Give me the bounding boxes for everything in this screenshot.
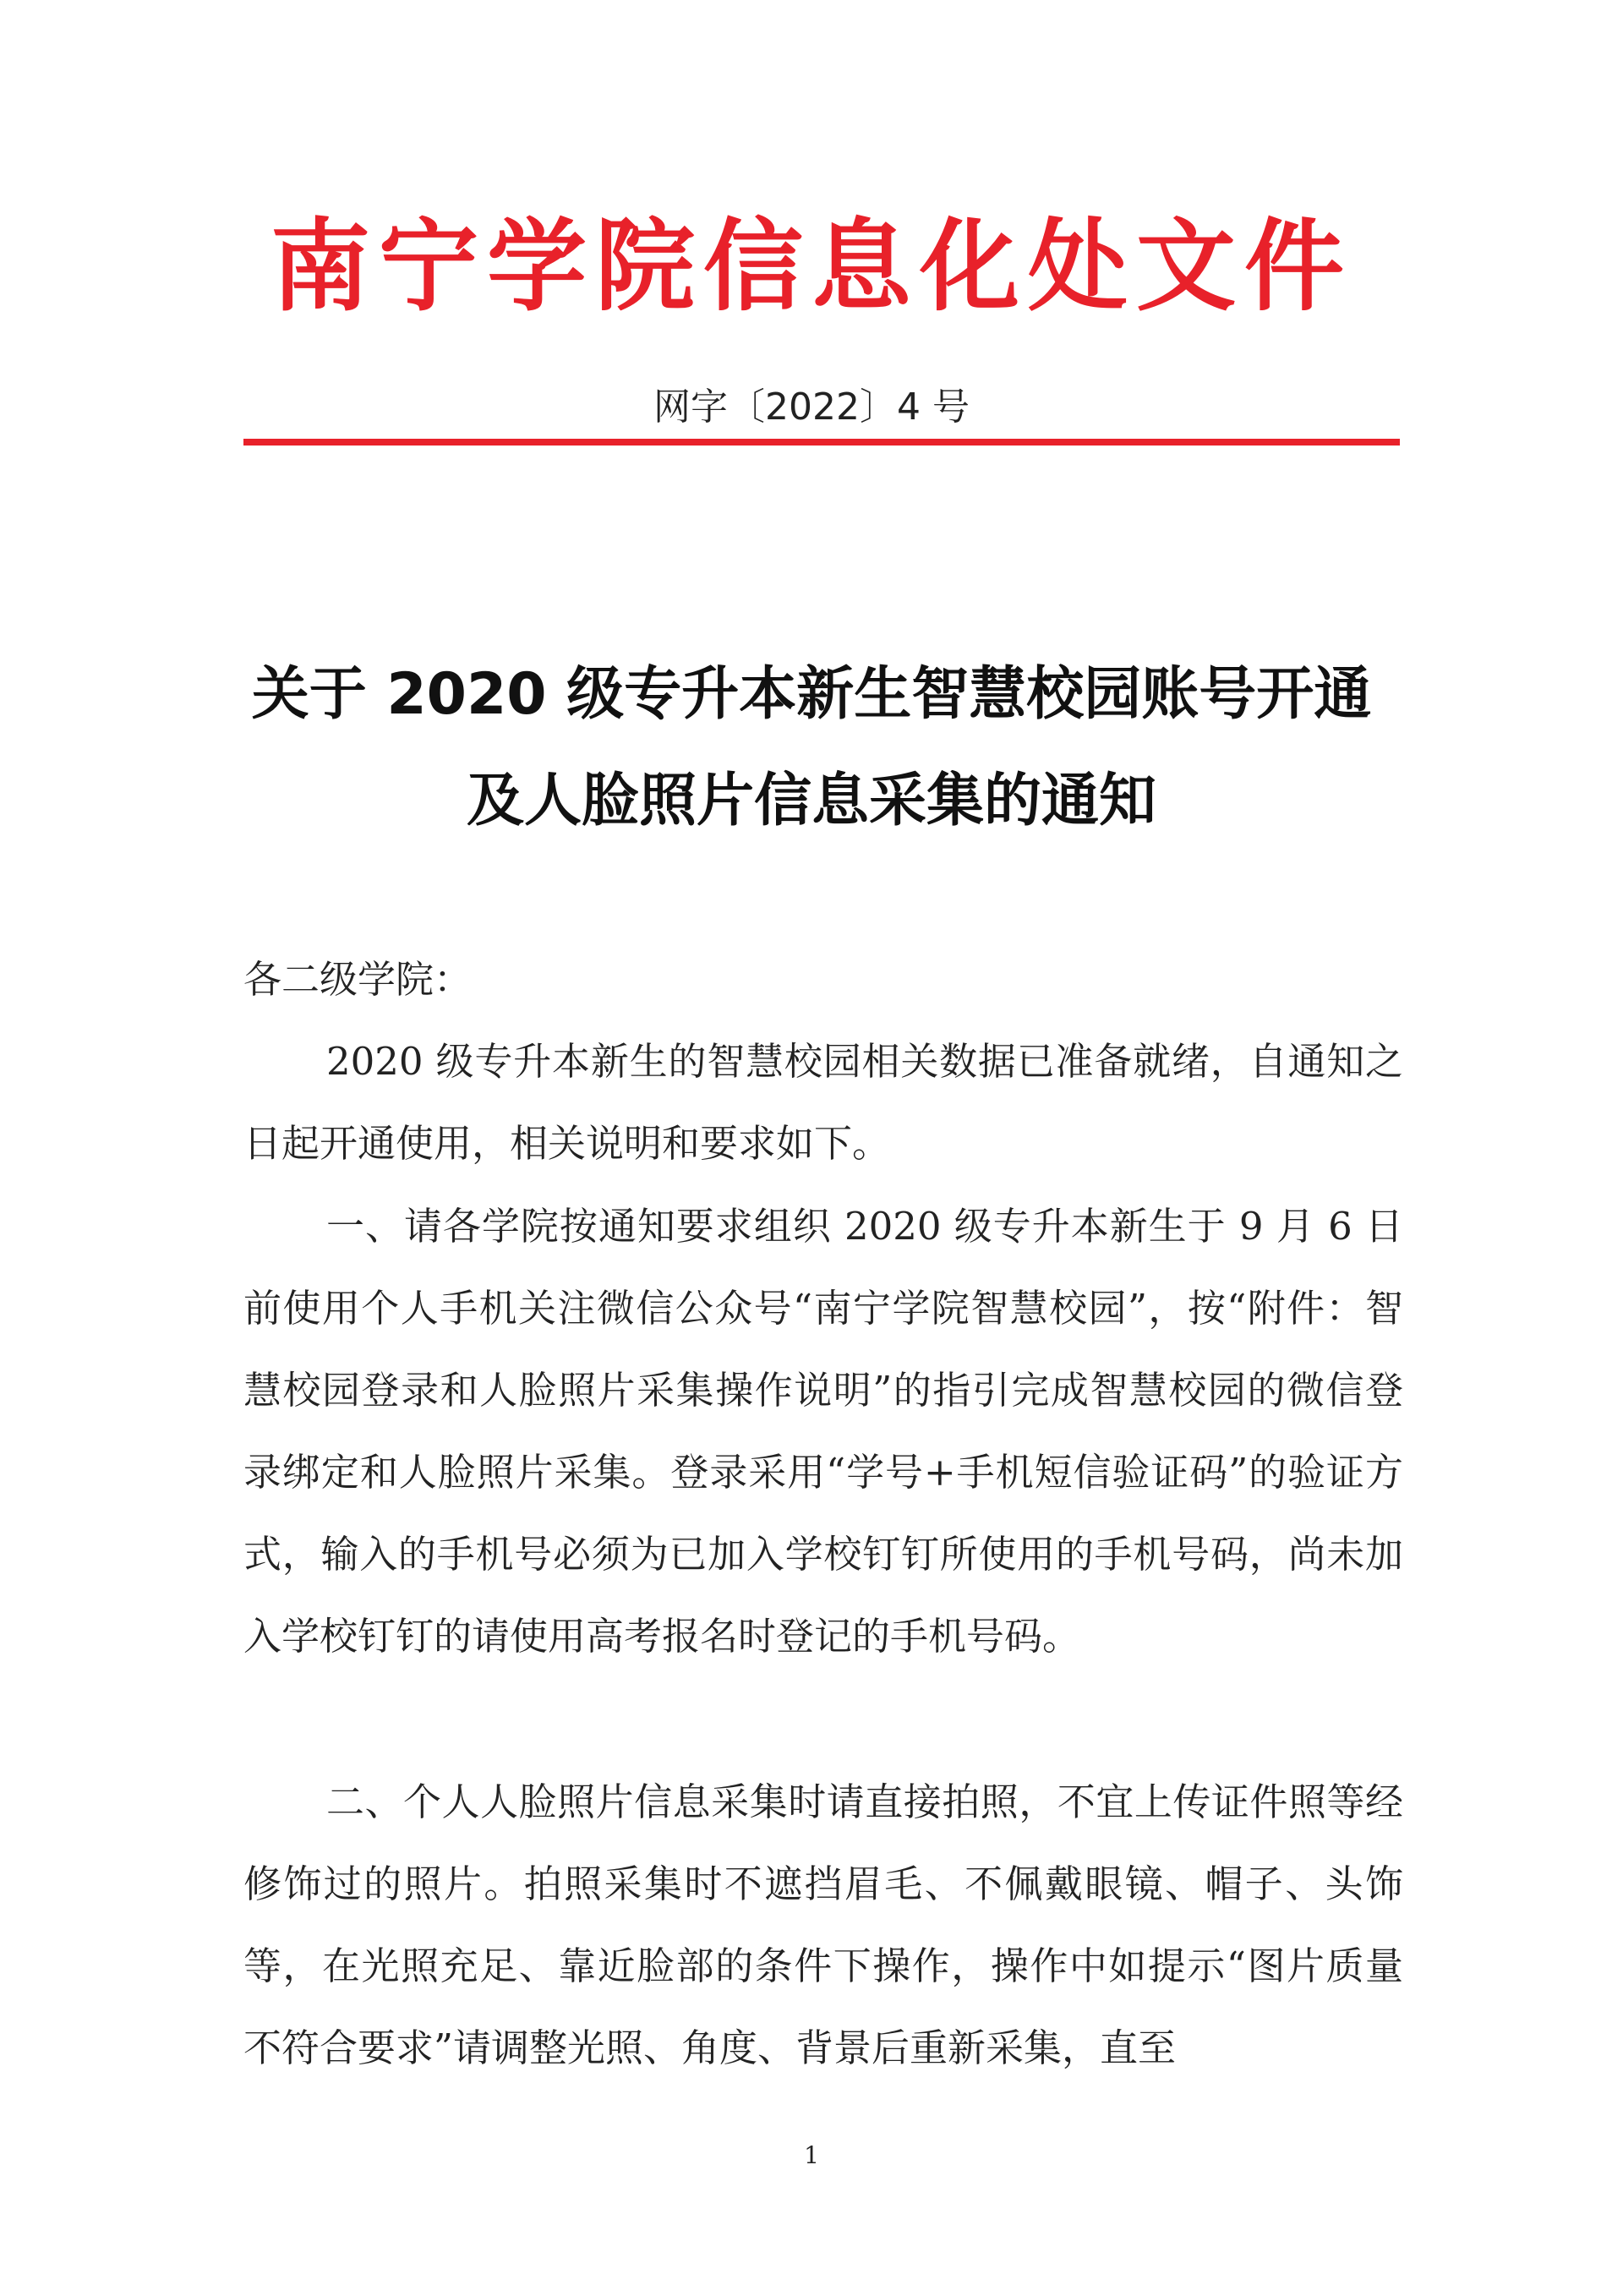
masthead-title: 南宁学院信息化处文件 <box>270 208 1352 325</box>
notice-title-line-2: 及人脸照片信息采集的通知 <box>466 768 1156 834</box>
salutation: 各二级学院： <box>243 957 473 1002</box>
body-paragraph-item-2: 二、个人人脸照片信息采集时请直接拍照，不宜上传证件照等经修饰过的照片。拍照采集时不遮挡眉毛、不佩戴眼镜、帽子、头饰等，在光照充足、靠近脸部的条件下操作，操作中如提示“图片质量不符合要求”请调整光照、角度、背景后重新采集，直至 <box>243 1779 1403 2070</box>
red-divider-line <box>243 439 1400 446</box>
page-number: 1 <box>804 2141 819 2169</box>
body-paragraph-item-1: 一、请各学院按通知要求组织 2020 级专升本新生于 9 月 6 日前使用个人手机关注微信公众号“南宁学院智慧校园”，按“附件：智慧校园登录和人脸照片采集操作说明”的指引完成智慧校园的微信登录绑定和人脸照片采集。登录采用“学号+手机短信验证码”的验证方式，输入的手机号必须为已加入学校钉钉所使用的手机号码，尚未加入学校钉钉的请使用高考报名时登记的手机号码。 <box>243 1204 1403 1659</box>
document-number: 网字〔2022〕4 号 <box>653 385 970 429</box>
notice-title-line-1: 关于 2020 级专升本新生智慧校园账号开通 <box>251 661 1372 728</box>
body-paragraph-intro: 2020 级专升本新生的智慧校园相关数据已准备就绪，自通知之日起开通使用，相关说明和要求如下。 <box>243 1039 1403 1166</box>
